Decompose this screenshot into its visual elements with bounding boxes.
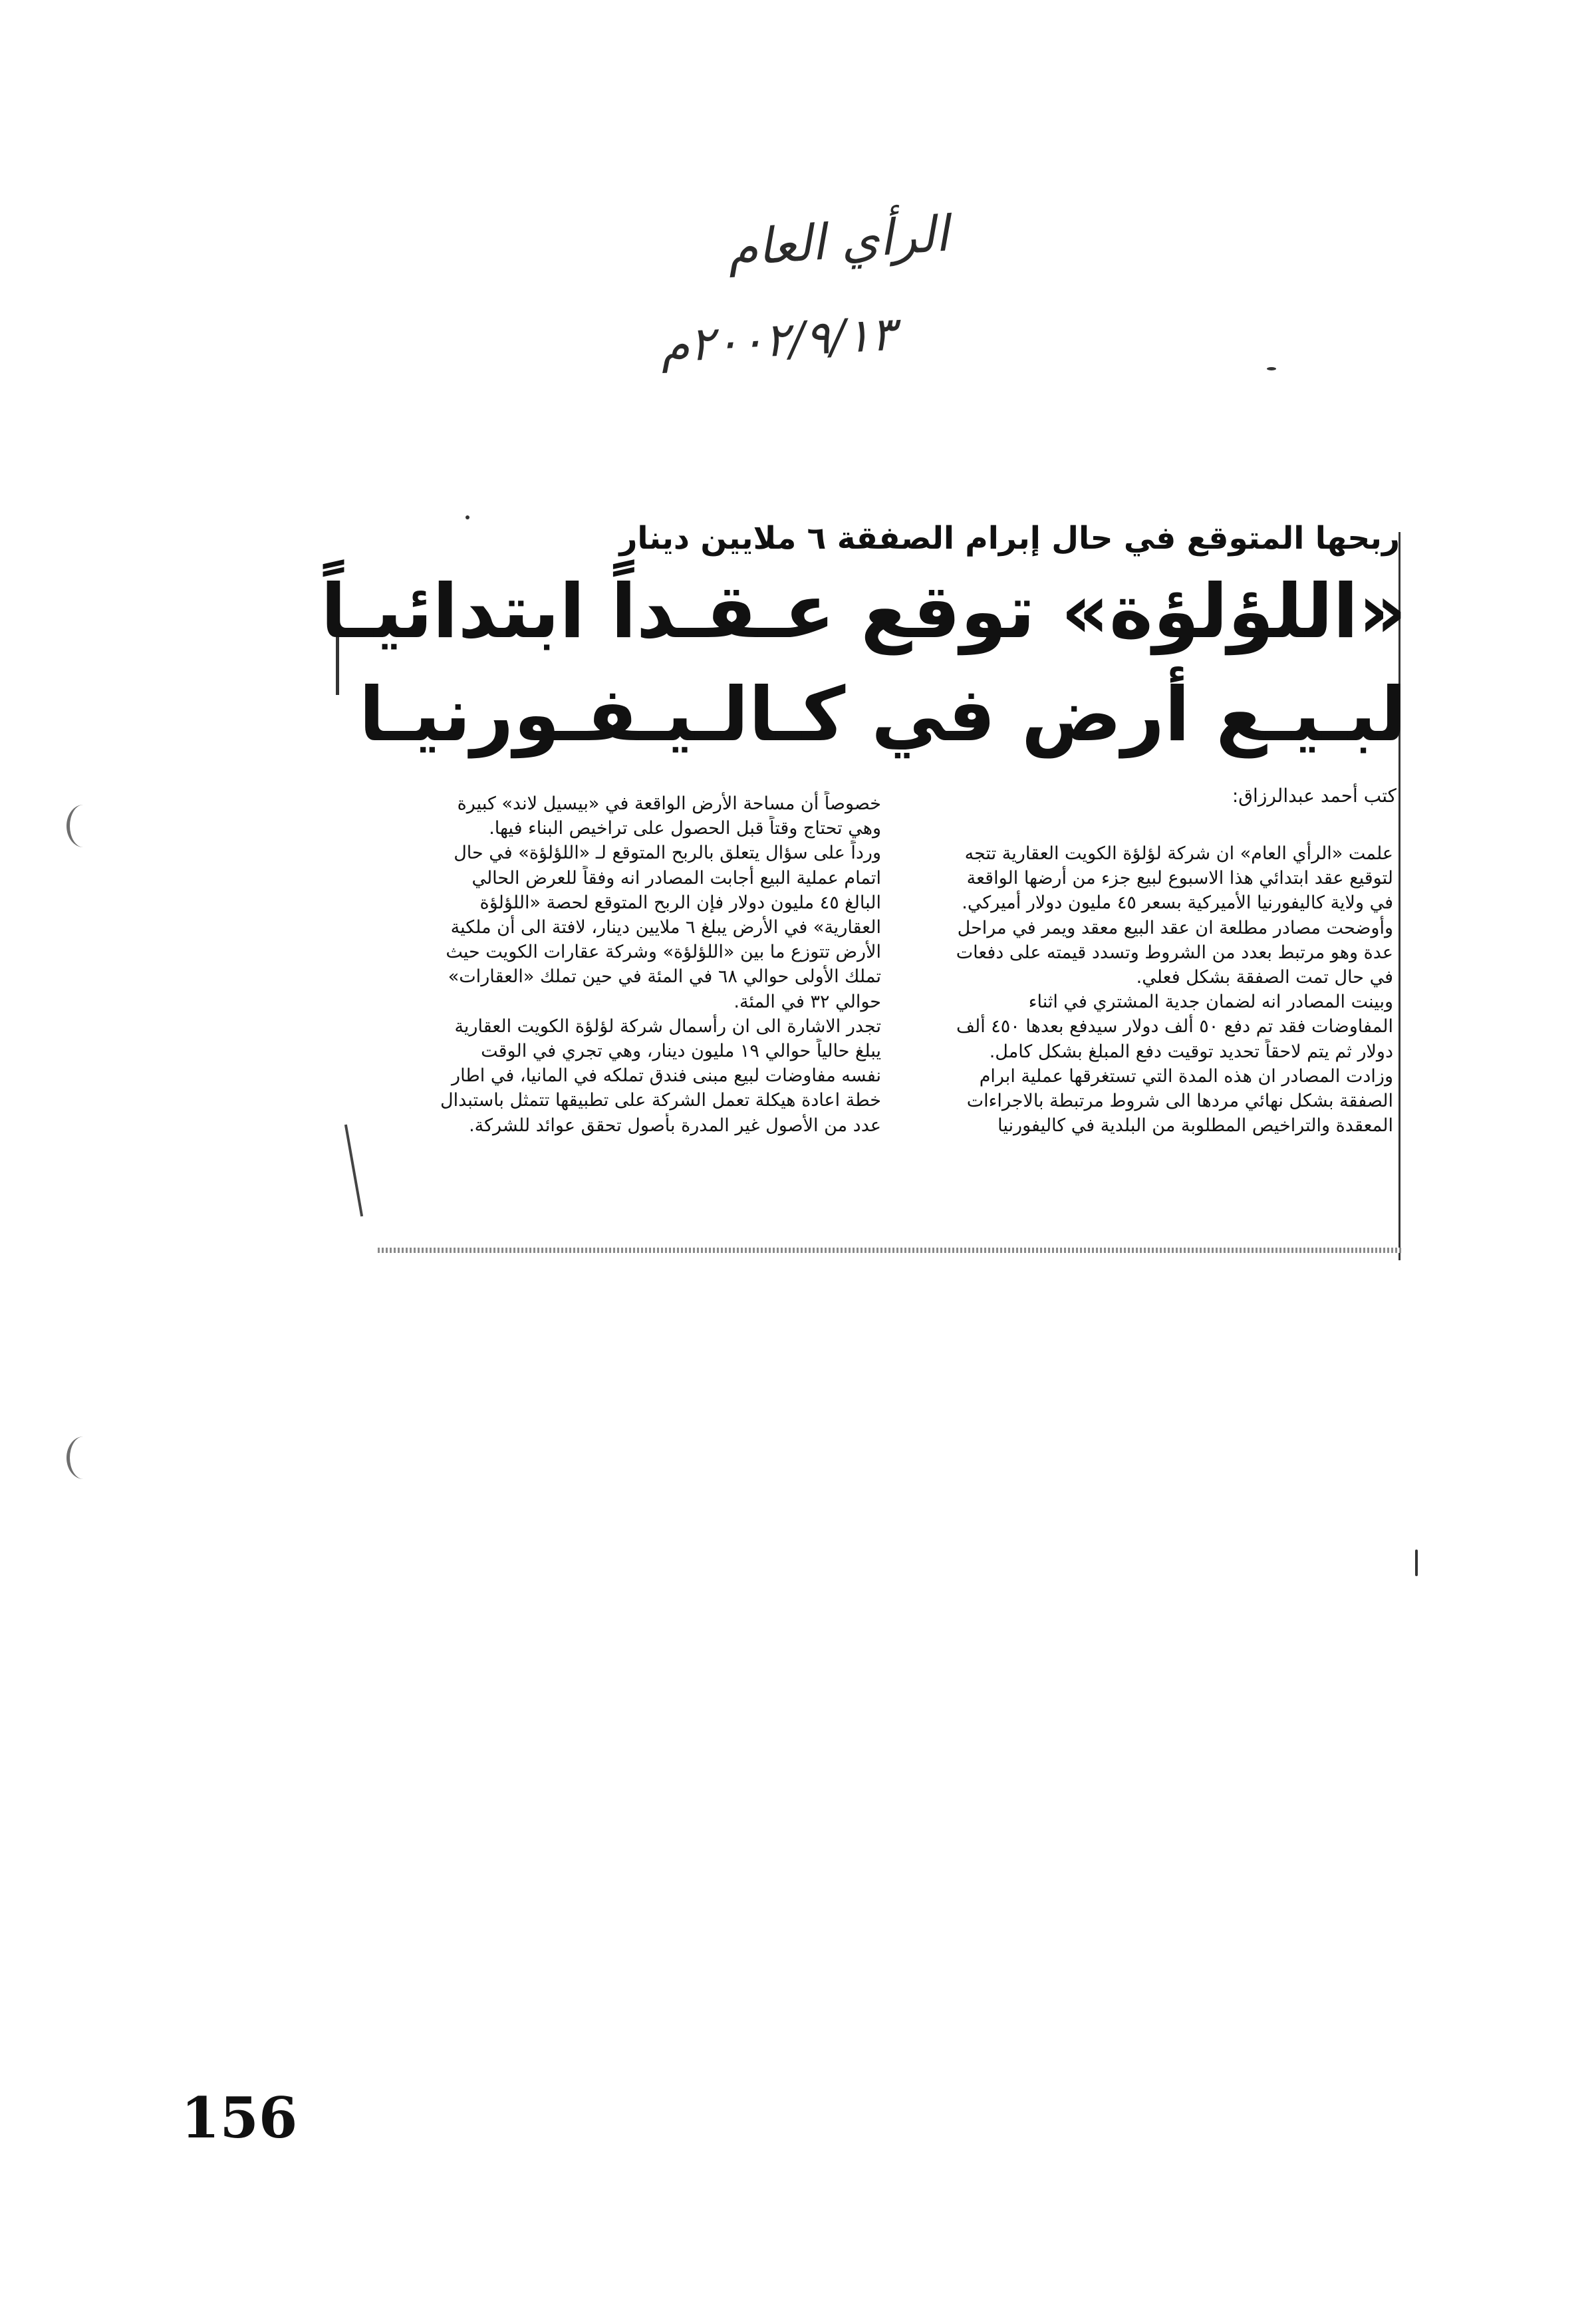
text-line: عدد من الأصول غير المدرة بأصول تحقق عوائد للشركة.: [469, 1115, 881, 1136]
scan-speck: [1415, 1550, 1418, 1576]
handwritten-source: الرأي العام: [725, 205, 951, 278]
text-line: تملك الأولى حوالي ٦٨ في المئة في حين تملك «العقارات»: [448, 966, 881, 988]
headline-line-2: لبـيـع أرض في كـالـيـفـورنيـا: [358, 672, 1406, 758]
text-line: خصوصاً أن مساحة الأرض الواقعة في «بيسيل لاند» كبيرة: [457, 793, 881, 814]
article-kicker: ربحها المتوقع في حال إبرام الصفقة ٦ ملايين دينار: [619, 520, 1400, 557]
text-line: في ولاية كاليفورنيا الأميركية بسعر ٤٥ مليون دولار أميركي.: [962, 892, 1393, 914]
article-column-right: [914, 841, 1393, 1138]
clipping-bottom-rule: [378, 1248, 1402, 1253]
text-line: وأوضحت مصادر مطلعة ان عقد البيع معقد ويمر في مراحل: [957, 917, 1393, 938]
text-line: المفاوضات فقد تم دفع ٥٠ ألف دولار سيدفع بعدها ٤٥٠ ألف: [956, 1016, 1393, 1037]
page-number: 156: [181, 2085, 298, 2151]
binder-hole-top: [66, 805, 100, 847]
text-line: وبينت المصادر انه لضمان جدية المشتري في اثناء: [1028, 992, 1393, 1013]
text-line: لتوقيع عقد ابتدائي هذا الاسبوع لبيع جزء من أرضها الواقعة: [966, 868, 1393, 889]
text-line: يبلغ حالياً حوالي ١٩ مليون دينار، وهي تجري في الوقت: [481, 1041, 881, 1062]
handwritten-date: ٢٠٠٢/٩/١٣م: [659, 306, 897, 374]
text-line: ورداً على سؤال يتعلق بالربح المتوقع لـ «اللؤلؤة» في حال: [454, 843, 881, 864]
text-line: البالغ ٤٥ مليون دولار فإن الربح المتوقع لحصة «اللؤلؤة: [479, 892, 881, 913]
text-line: في حال تمت الصفقة بشكل فعلي.: [1136, 967, 1393, 988]
text-line: وزادت المصادر ان هذه المدة التي تستغرقها عملية ابرام: [979, 1065, 1393, 1087]
text-line: خطة اعادة هيكلة تعمل الشركة على تطبيقها تتمثل باستبدال: [440, 1090, 881, 1111]
text-line: الصفقة بشكل نهائي مردها الى شروط مرتبطة بالاجراءات: [966, 1091, 1393, 1112]
text-line: دولار ثم يتم لاحقاً تحديد توقيت دفع المبلغ بشكل كامل.: [989, 1041, 1393, 1062]
text-line: وهي تحتاج وقتاً قبل الحصول على تراخيص البناء فيها.: [489, 818, 881, 839]
text-line: اتمام عملية البيع أجابت المصادر انه وفقاً للعرض الحالي: [471, 867, 881, 888]
headline-line-1: «اللؤلؤة» توقع عـقـداً ابتدائيـاً: [321, 569, 1406, 655]
byline: كتب أحمد عبدالرزاق:: [1232, 785, 1396, 807]
text-line: تجدر الاشارة الى ان رأسمال شركة لؤلؤة الكويت العقارية: [454, 1016, 881, 1037]
news-clipping: [321, 505, 1406, 1257]
scan-speck: [1267, 367, 1276, 370]
text-line: علمت «الرأي العام» ان شركة لؤلؤة الكويت العقارية تتجه: [964, 843, 1393, 864]
text-line: الأرض تتوزع ما بين «اللؤلؤة» وشركة عقارات الكويت حيث: [446, 942, 881, 963]
text-line: المعقدة والتراخيص المطلوبة من البلدية في كاليفورنيا: [998, 1115, 1393, 1137]
binder-hole-bottom: [66, 1436, 100, 1479]
text-line: العقارية» في الأرض يبلغ ٦ ملايين دينار، لافتة الى أن ملكية: [450, 917, 881, 938]
text-line: حوالي ٣٢ في المئة.: [733, 991, 881, 1012]
article-column-left: [402, 791, 881, 1138]
margin-mark: [344, 1125, 363, 1217]
text-line: نفسه مفاوضات لبيع مبنى فندق تملكه في المانيا، في اطار: [452, 1065, 881, 1087]
text-line: عدة وهو مرتبط بعدد من الشروط وتسدد قيمته على دفعات: [956, 942, 1393, 963]
